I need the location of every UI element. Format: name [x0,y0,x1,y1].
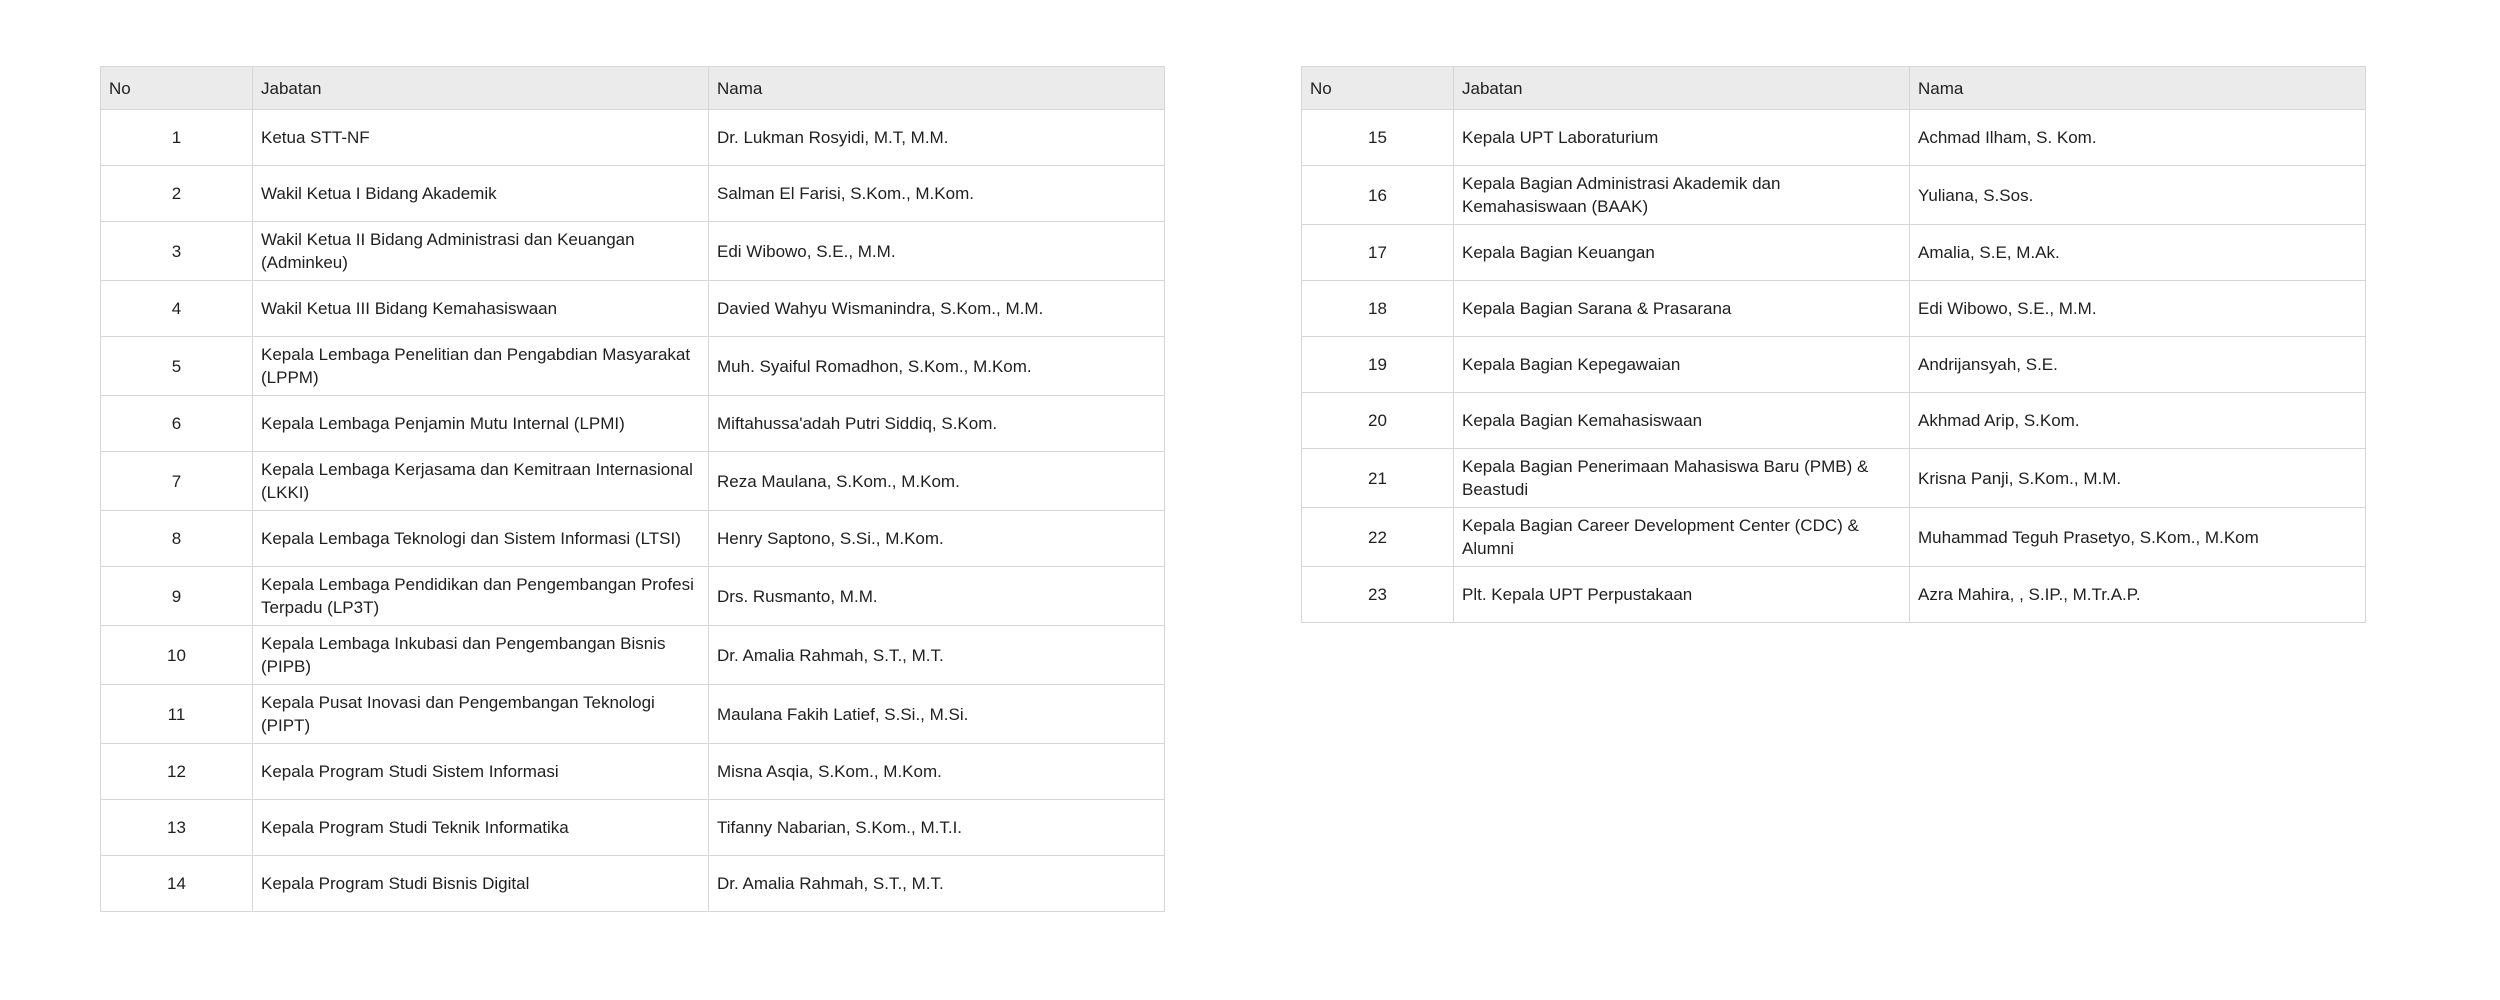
header-nama: Nama [709,67,1165,110]
table-body-right [1302,110,2366,623]
cell-nama: Maulana Fakih Latief, S.Si., M.Si. [709,685,1165,744]
cell-no: 17 [1302,225,1454,281]
cell-nama: Davied Wahyu Wismanindra, S.Kom., M.M. [709,281,1165,337]
cell-nama: Krisna Panji, S.Kom., M.M. [1910,449,2366,508]
cell-nama: Dr. Amalia Rahmah, S.T., M.T. [709,856,1165,912]
cell-no: 22 [1302,508,1454,567]
table-row [1302,508,2366,567]
cell-jabatan: Wakil Ketua I Bidang Akademik [253,166,709,222]
table-row [101,281,1165,337]
cell-jabatan: Ketua STT-NF [253,110,709,166]
cell-jabatan: Kepala Bagian Career Development Center (CDC) & Alumni [1454,508,1910,567]
header-jabatan: Jabatan [1454,67,1910,110]
cell-nama: Miftahussa'adah Putri Siddiq, S.Kom. [709,396,1165,452]
cell-nama: Amalia, S.E, M.Ak. [1910,225,2366,281]
cell-jabatan: Kepala Program Studi Teknik Informatika [253,800,709,856]
cell-no: 21 [1302,449,1454,508]
cell-jabatan: Kepala Lembaga Teknologi dan Sistem Informasi (LTSI) [253,511,709,567]
cell-no: 8 [101,511,253,567]
cell-no: 23 [1302,567,1454,623]
cell-no: 1 [101,110,253,166]
cell-nama: Henry Saptono, S.Si., M.Kom. [709,511,1165,567]
cell-jabatan: Wakil Ketua III Bidang Kemahasiswaan [253,281,709,337]
cell-jabatan: Kepala UPT Laboraturium [1454,110,1910,166]
cell-nama: Dr. Amalia Rahmah, S.T., M.T. [709,626,1165,685]
cell-no: 7 [101,452,253,511]
cell-nama: Misna Asqia, S.Kom., M.Kom. [709,744,1165,800]
table-row [1302,449,2366,508]
cell-jabatan: Kepala Bagian Penerimaan Mahasiswa Baru (PMB) & Beastudi [1454,449,1910,508]
table-row [101,511,1165,567]
cell-no: 13 [101,800,253,856]
cell-jabatan: Kepala Lembaga Penjamin Mutu Internal (LPMI) [253,396,709,452]
table-row [1302,393,2366,449]
cell-jabatan: Kepala Program Studi Sistem Informasi [253,744,709,800]
cell-jabatan: Kepala Bagian Administrasi Akademik dan Kemahasiswaan (BAAK) [1454,166,1910,225]
cell-nama: Edi Wibowo, S.E., M.M. [709,222,1165,281]
cell-no: 6 [101,396,253,452]
cell-nama: Edi Wibowo, S.E., M.M. [1910,281,2366,337]
cell-jabatan: Kepala Lembaga Kerjasama dan Kemitraan Internasional (LKKI) [253,452,709,511]
cell-jabatan: Kepala Pusat Inovasi dan Pengembangan Teknologi (PIPT) [253,685,709,744]
table-row [1302,567,2366,623]
cell-no: 14 [101,856,253,912]
table-row [1302,110,2366,166]
table-row [101,567,1165,626]
table-row [101,337,1165,396]
cell-no: 10 [101,626,253,685]
cell-no: 15 [1302,110,1454,166]
cell-no: 3 [101,222,253,281]
table-body-left [101,110,1165,912]
table-row [101,800,1165,856]
header-nama: Nama [1910,67,2366,110]
cell-no: 12 [101,744,253,800]
officials-table-left [100,66,1165,912]
header-no: No [101,67,253,110]
table-row [101,110,1165,166]
cell-no: 9 [101,567,253,626]
table-row [1302,225,2366,281]
cell-no: 11 [101,685,253,744]
cell-nama: Akhmad Arip, S.Kom. [1910,393,2366,449]
cell-no: 5 [101,337,253,396]
officials-table-right [1301,66,2366,623]
cell-nama: Muhammad Teguh Prasetyo, S.Kom., M.Kom [1910,508,2366,567]
cell-jabatan: Kepala Bagian Sarana & Prasarana [1454,281,1910,337]
cell-nama: Azra Mahira, , S.IP., M.Tr.A.P. [1910,567,2366,623]
cell-jabatan: Kepala Lembaga Penelitian dan Pengabdian Masyarakat (LPPM) [253,337,709,396]
table-row [1302,281,2366,337]
cell-nama: Achmad Ilham, S. Kom. [1910,110,2366,166]
cell-no: 16 [1302,166,1454,225]
cell-nama: Salman El Farisi, S.Kom., M.Kom. [709,166,1165,222]
cell-jabatan: Kepala Lembaga Inkubasi dan Pengembangan Bisnis (PIPB) [253,626,709,685]
cell-jabatan: Kepala Lembaga Pendidikan dan Pengembangan Profesi Terpadu (LP3T) [253,567,709,626]
cell-jabatan: Kepala Bagian Kepegawaian [1454,337,1910,393]
cell-no: 20 [1302,393,1454,449]
cell-jabatan: Kepala Bagian Keuangan [1454,225,1910,281]
cell-nama: Dr. Lukman Rosyidi, M.T, M.M. [709,110,1165,166]
table-row [101,166,1165,222]
table-row [101,396,1165,452]
cell-nama: Drs. Rusmanto, M.M. [709,567,1165,626]
cell-no: 18 [1302,281,1454,337]
cell-jabatan: Kepala Program Studi Bisnis Digital [253,856,709,912]
table-row [101,626,1165,685]
header-jabatan: Jabatan [253,67,709,110]
table-header-row [101,67,1165,110]
cell-no: 19 [1302,337,1454,393]
cell-jabatan: Wakil Ketua II Bidang Administrasi dan Keuangan (Adminkeu) [253,222,709,281]
table-row [101,744,1165,800]
table-row [1302,166,2366,225]
cell-nama: Andrijansyah, S.E. [1910,337,2366,393]
cell-nama: Reza Maulana, S.Kom., M.Kom. [709,452,1165,511]
table-header-row [1302,67,2366,110]
cell-nama: Yuliana, S.Sos. [1910,166,2366,225]
table-row [101,856,1165,912]
cell-jabatan: Kepala Bagian Kemahasiswaan [1454,393,1910,449]
table-row [1302,337,2366,393]
cell-no: 2 [101,166,253,222]
table-row [101,452,1165,511]
header-no: No [1302,67,1454,110]
cell-jabatan: Plt. Kepala UPT Perpustakaan [1454,567,1910,623]
table-row [101,685,1165,744]
cell-nama: Muh. Syaiful Romadhon, S.Kom., M.Kom. [709,337,1165,396]
table-row [101,222,1165,281]
cell-no: 4 [101,281,253,337]
cell-nama: Tifanny Nabarian, S.Kom., M.T.I. [709,800,1165,856]
